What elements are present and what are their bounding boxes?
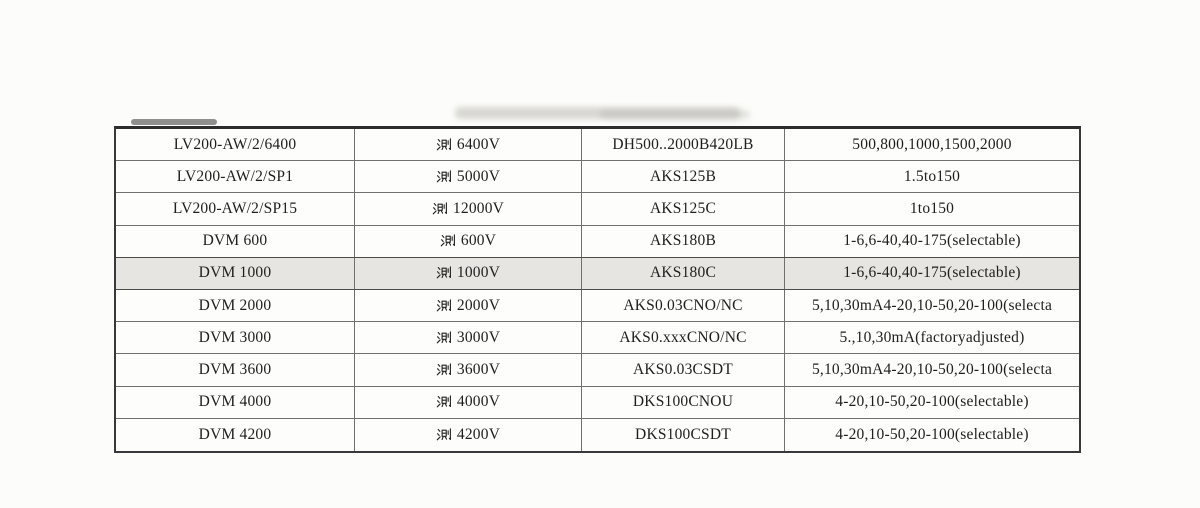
ce-character-glyph	[432, 201, 448, 217]
table-cell-model: DVM 2000	[116, 290, 355, 321]
table-cell-code: DKS100CSDT	[582, 419, 785, 451]
ce-character-glyph	[436, 362, 452, 378]
table-cell-measure	[355, 290, 582, 321]
table-cell-model: LV200-AW/2/SP1	[116, 161, 355, 192]
table-cell-code: DKS100CNOU	[582, 387, 785, 418]
table-cell-range: 1-6,6-40,40-175(selectable)	[843, 264, 1021, 282]
table-cell-code: AKS0.03CSDT	[582, 354, 785, 385]
measure-value	[436, 393, 500, 411]
table-cell-code: AKS0.03CNO/NC	[582, 290, 785, 321]
table-row	[116, 193, 1079, 225]
table-row-highlighted	[116, 258, 1079, 290]
measure-value	[432, 200, 504, 218]
table-cell-code: AKS180C	[582, 258, 785, 289]
ghost-text-artifact	[600, 110, 750, 119]
table-cell-measure	[355, 354, 582, 385]
table-cell-measure	[355, 161, 582, 192]
table-cell-model: LV200-AW/2/SP15	[116, 193, 355, 224]
ce-character-glyph	[440, 233, 456, 249]
table-cell-code: AKS180B	[582, 226, 785, 257]
table-cell-range: 1-6,6-40,40-175(selectable)	[843, 232, 1021, 250]
table-cell-model: DVM 3000	[116, 322, 355, 353]
table-cell-measure	[355, 258, 582, 289]
table-cell-range: 5,10,30mA4-20,10-50,20-100(selecta	[811, 360, 1053, 378]
measure-voltage: 1000V	[456, 264, 501, 282]
ce-character-glyph	[436, 137, 452, 153]
table-cell-measure	[355, 226, 582, 257]
measure-value	[436, 426, 500, 444]
table-cell-measure	[355, 387, 582, 418]
table-cell-code: DH500..2000B420LB	[582, 129, 785, 160]
table-cell-range: 1to150	[909, 199, 955, 217]
table-cell-code: AKS0.xxxCNO/NC	[582, 322, 785, 353]
scan-tab-artifact	[131, 119, 217, 125]
ce-character-glyph	[436, 330, 452, 346]
measure-voltage: 6400V	[456, 135, 501, 153]
measure-value	[436, 264, 500, 282]
measure-voltage: 4200V	[456, 425, 501, 443]
table-row	[116, 129, 1079, 161]
table-cell-range: 500,800,1000,1500,2000	[852, 135, 1012, 153]
measure-voltage: 4000V	[456, 393, 501, 411]
table-cell-measure	[355, 193, 582, 224]
measure-voltage: 3000V	[456, 328, 501, 346]
table-cell-range: 4-20,10-50,20-100(selectable)	[835, 393, 1029, 411]
table-cell-model: DVM 600	[116, 226, 355, 257]
measure-value	[436, 168, 500, 186]
table-row	[116, 226, 1079, 258]
measure-voltage: 2000V	[456, 296, 501, 314]
table-cell-model: DVM 4000	[116, 387, 355, 418]
table-cell-measure	[355, 419, 582, 451]
table-row	[116, 354, 1079, 386]
table-cell-range: 5.,10,30mA(factoryadjusted)	[839, 328, 1025, 346]
table-cell-code: AKS125B	[582, 161, 785, 192]
measure-voltage: 5000V	[456, 167, 501, 185]
measure-value	[440, 232, 496, 250]
table-row	[116, 290, 1079, 322]
table-cell-measure	[355, 322, 582, 353]
ce-character-glyph	[436, 169, 452, 185]
table-row	[116, 419, 1079, 451]
measure-voltage: 3600V	[456, 360, 501, 378]
measure-voltage: 12000V	[452, 199, 505, 217]
spec-table	[114, 126, 1081, 453]
table-cell-range: 4-20,10-50,20-100(selectable)	[835, 425, 1029, 443]
table-row	[116, 387, 1079, 419]
table-cell-model: DVM 4200	[116, 419, 355, 451]
ce-character-glyph	[436, 298, 452, 314]
ce-character-glyph	[436, 265, 452, 281]
ce-character-glyph	[436, 427, 452, 443]
table-cell-code: AKS125C	[582, 193, 785, 224]
ce-character-glyph	[436, 394, 452, 410]
table-cell-measure	[355, 129, 582, 160]
table-cell-model: DVM 3600	[116, 354, 355, 385]
measure-value	[436, 297, 500, 315]
measure-value	[436, 136, 500, 154]
table-cell-model: DVM 1000	[116, 258, 355, 289]
table-cell-range: 1.5to150	[903, 167, 961, 185]
table-row	[116, 322, 1079, 354]
table-row	[116, 161, 1079, 193]
measure-value	[436, 329, 500, 347]
table-cell-range: 5,10,30mA4-20,10-50,20-100(selecta	[811, 296, 1053, 314]
measure-voltage: 600V	[460, 232, 497, 250]
table-cell-model: LV200-AW/2/6400	[116, 129, 355, 160]
measure-value	[436, 361, 500, 379]
